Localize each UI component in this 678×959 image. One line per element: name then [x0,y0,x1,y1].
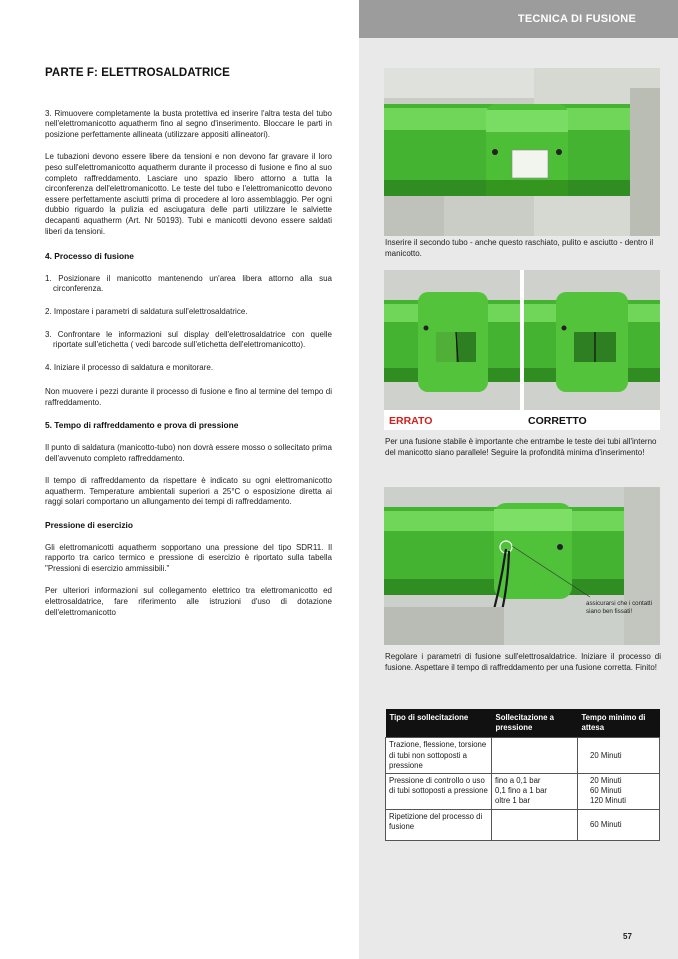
page-number: 57 [623,932,632,941]
time-line: 120 Minuti [590,796,626,806]
table-cell-type: Pressione di controllo o uso di tubi sottoposti a pressione [386,774,492,810]
table-cell-time [578,774,660,810]
heading-fusion-process: 4. Processo di fusione [45,251,134,262]
pressure-line: 0,1 fino a 1 bar [495,786,548,796]
table-row [386,774,660,810]
caption-insert-pipe: Inserire il secondo tubo - anche questo raschiato, pulito e asciutto - dentro il manicotto. [385,238,654,258]
photo-correct-half [524,270,660,430]
fusion-step-4: 4. Iniziare il processo di saldatura e monitorare. [45,362,214,372]
paragraph-cooling-1: Il punto di saldatura (manicotto-tubo) non dovrà essere mosso o sollecitato prima dell'avvenuto completo raffreddamento. [45,443,332,463]
pressure-line: oltre 1 bar [495,796,531,806]
pressure-line: fino a 0,1 bar [495,776,541,786]
paragraph-no-move: Non muovere i pezzi durante il processo di fusione e fino al termine del tempo di raffreddamento. [45,387,332,407]
time-line: 20 Minuti [590,776,622,786]
paragraph-tension: Le tubazioni devono essere libere da tensioni e non devono far gravare il loro peso sull'elettromanicotto aquatherm durante il processo di fusione e fino al suo completo raffreddamento. Lasciare uno spazio libero attorno a tutta la circonferenza dell'elettromanicotto. Le teste del tubo e l'elettromanicotto devono essere perfettamente asciutti prima di procedere al loro assemblaggio. Per ogni dubbio riguardo la pulizia ed asciugatura delle parti utilizzare le salviette decapanti aquatherm (Art. Nr 50193). Tubi e manicotti devono essere saldati liberi da tensioni. [45,152,332,236]
table-header-pressure: Sollecitazione a pressione [492,709,578,738]
paragraph-step3: 3. Rimuovere completamente la busta protettiva ed inserire l'altra testa del tubo nell'elettromanicotto aquatherm fino al segno d'inserimento. Bloccare le parti in posizione perfettamente allineata (utilizzare appositi allineatori). [45,108,332,139]
paragraph-pressure-1: Gli elettromanicotti aquatherm sopportano una pressione del tipo SDR11. Il rapporto tra carico termico e pressione di esercizio è riportato sulla tabella "Pressioni di esercizio ammissibili." [45,542,332,573]
annotation-contacts: assicurarsi che i contatti siano ben fissati! [586,600,653,615]
table-cell-pressure [492,774,578,810]
paragraph-pressure-2: Per ulteriori informazioni sul collegamento elettrico tra elettromanicotto ed elettrosaldatrice, fare riferimento alle istruzioni d'uso di dotazione dell'elettromanicotto [45,586,332,617]
label-correct: CORRETTO [528,415,587,427]
photo-wrong-half [384,270,520,430]
table-row [386,738,660,774]
caption-welding-setup: Regolare i parametri di fusione sull'elettrosaldatrice. Iniziare il processo di fusione. Aspettare il tempo di raffreddamento per una fusione corretta. Finito! [385,652,661,672]
heading-cooling: 5. Tempo di raffreddamento e prova di pressione [45,420,239,431]
fusion-step-3: 3. Confrontare le informazioni sul display dell'elettrosaldatrice con quelle riportate sull'etichetta ( vedi barcode sull'etichetta dell'elettromanicotto). [45,329,332,350]
table-cell-type: Ripetizione del processo di fusione [386,809,492,840]
table-cell-time: 60 Minuti [578,809,660,840]
time-line: 60 Minuti [590,786,622,796]
fusion-step-2: 2. Impostare i parametri di saldatura sull'elettrosaldatrice. [45,306,248,316]
table-row [386,809,660,840]
label-wrong: ERRATO [389,415,433,427]
table-cell-pressure [492,738,578,774]
caption-wrong-correct: Per una fusione stabile è importante che entrambe le teste dei tubi all'interno del manicotto siano parallele! Seguire la profondità minima d'inserimento! [385,437,657,457]
table-cell-time: 20 Minuti [578,738,660,774]
heading-pressure: Pressione di esercizio [45,520,133,531]
fusion-step-1: 1. Posizionare il manicotto mantenendo un'area libera attorno alla sua circonferenza. [45,273,332,294]
page-title: PARTE F: ELETTROSALDATRICE [45,67,230,79]
section-title: TECNICA DI FUSIONE [517,13,636,25]
main-text-column [45,68,332,630]
photo-wrong-correct [384,270,660,430]
table-header-type: Tipo di sollecitazione [386,709,492,738]
table-header-time: Tempo minimo di attesa [578,709,660,738]
cooling-time-table [385,709,660,841]
paragraph-cooling-2: Il tempo di raffreddamento da rispettare è indicato su ogni elettromanicotto aquatherm. Temperature ambientali superiori a 25°C o esposizione diretta ai raggi solari comportano un allungamento dei tempi di raffreddamento. [45,476,332,507]
table-cell-type: Trazione, flessione, torsione di tubi non sottoposti a pressione [386,738,492,774]
photo-welding-setup [384,487,660,645]
photo-insert-pipe [384,68,660,236]
table-cell-pressure [492,809,578,840]
